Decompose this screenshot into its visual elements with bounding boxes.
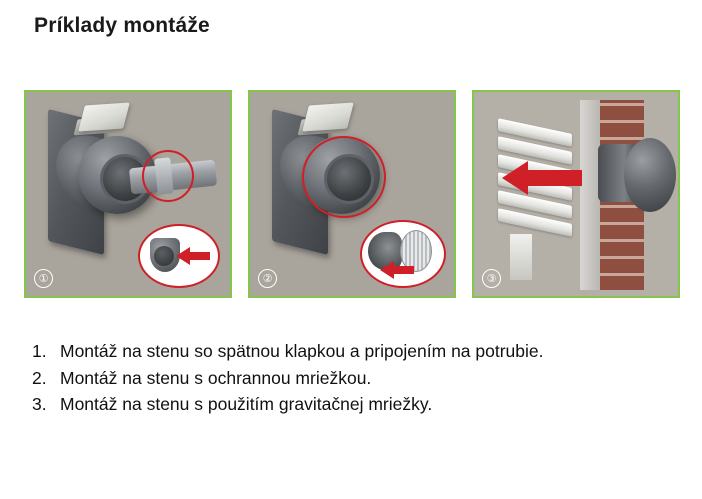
figure-badge: ② xyxy=(258,269,277,288)
detail-callout xyxy=(360,220,446,288)
terminal-box-shape xyxy=(78,102,130,131)
list-item-number: 3. xyxy=(32,394,47,415)
figure-1-illustration xyxy=(26,92,230,296)
figure-2-illustration xyxy=(250,92,454,296)
callout-arrow-icon xyxy=(176,247,190,265)
list-item-text: Montáž na stenu s použitím gravitačnej mriežky. xyxy=(60,394,433,415)
fan-housing-shape xyxy=(624,138,676,212)
callout-arrow-icon xyxy=(380,261,394,279)
figure-1 xyxy=(24,90,232,298)
page-title: Príklady montáže xyxy=(34,14,210,37)
detail-callout xyxy=(138,224,220,288)
list-item-number: 2. xyxy=(32,367,47,388)
figure-3 xyxy=(472,90,680,298)
list-item xyxy=(28,367,668,391)
callout-arrow-shaft xyxy=(188,252,210,260)
shutter-stem-shape xyxy=(510,234,532,280)
airflow-arrow-shaft xyxy=(526,170,582,186)
callout-arrow-shaft xyxy=(392,266,414,274)
highlight-circle-icon xyxy=(142,150,194,202)
figure-3-illustration xyxy=(474,92,678,296)
terminal-box-shape xyxy=(302,102,354,131)
list-item-number: 1. xyxy=(32,341,47,361)
highlight-circle-icon xyxy=(302,136,386,218)
airflow-arrow-icon xyxy=(502,161,528,195)
list-item-text: Montáž na stenu so spätnou klapkou a pripojením na potrubie. xyxy=(60,341,544,361)
figure-2 xyxy=(248,90,456,298)
list-item xyxy=(28,340,668,364)
figure-badge: ③ xyxy=(482,269,501,288)
installation-list xyxy=(28,340,668,420)
list-item xyxy=(28,393,668,417)
list-item-text: Montáž na stenu s ochrannou mriežkou. xyxy=(60,367,372,388)
damper-ring-shape xyxy=(154,246,174,266)
figure-row xyxy=(24,90,680,298)
figure-badge: ① xyxy=(34,269,53,288)
